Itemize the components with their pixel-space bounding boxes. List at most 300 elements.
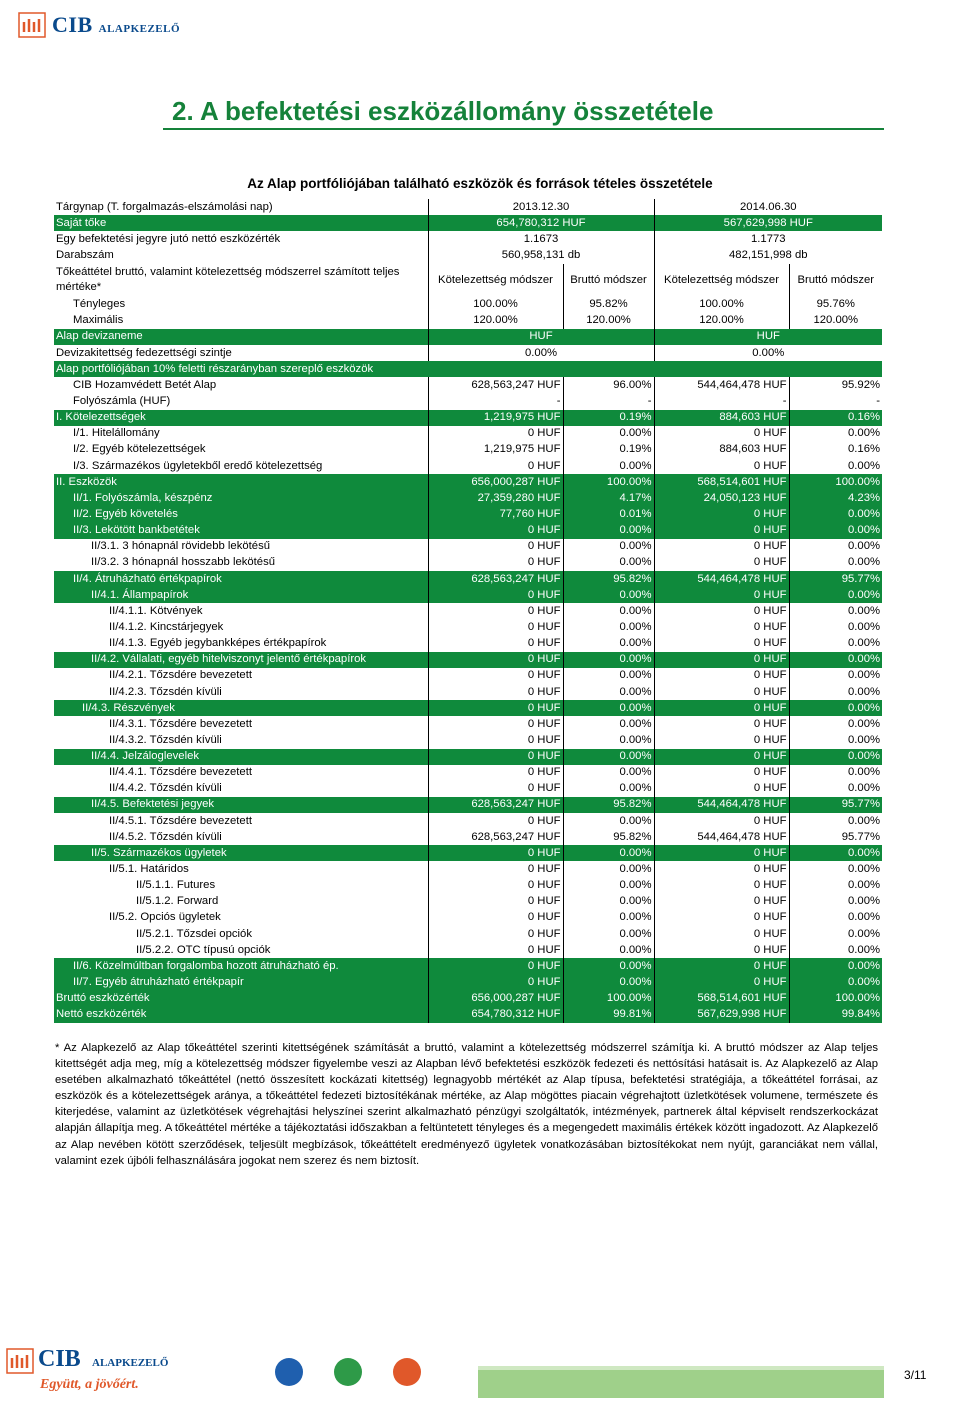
cell-c1: 0 HUF — [428, 539, 563, 555]
cell-c3: 0 HUF — [654, 958, 789, 974]
row-label: II/4.5.1. Tőzsdére bevezetett — [109, 814, 252, 827]
row-label: II/4.2.3. Tőzsdén kívüli — [109, 685, 222, 698]
cell-c4: 120.00% — [789, 313, 882, 329]
value-2013: 560,958,131 db — [428, 247, 654, 263]
cell-c2: 0.00% — [563, 603, 654, 619]
table-row — [54, 668, 882, 684]
header-logo-sub: ALAPKEZELŐ — [98, 22, 181, 35]
cell-c4: 95.77% — [789, 829, 882, 845]
cell-c3: 567,629,998 HUF — [654, 1007, 789, 1023]
cell-c4: 0.00% — [789, 781, 882, 797]
cell-c3: 0 HUF — [654, 684, 789, 700]
table-row — [54, 215, 882, 231]
table-row — [54, 377, 882, 393]
cell-c1: 1,219,975 HUF — [428, 410, 563, 426]
cell-c4: 0.00% — [789, 652, 882, 668]
cell-c2: 0.00% — [563, 668, 654, 684]
footer-logo-icon — [6, 1348, 34, 1374]
cell-c2: - — [563, 393, 654, 409]
value-2013: 654,780,312 HUF — [428, 215, 654, 231]
footer-slogan: Együtt, a jövőért. — [40, 1377, 139, 1392]
cell-c2: 0.00% — [563, 587, 654, 603]
table-row — [54, 571, 882, 587]
cib-logo-icon — [18, 12, 46, 38]
cell-c1: 27,359,280 HUF — [428, 490, 563, 506]
cell-c1: - — [428, 393, 563, 409]
cell-c2: 0.00% — [563, 878, 654, 894]
row-label: II/2. Egyéb követelés — [54, 506, 428, 522]
row-label: II/3.2. 3 hónapnál hosszabb lekötésű — [91, 556, 276, 569]
cell-c2: 95.82% — [563, 297, 654, 313]
row-label: II/4.3. Részvények — [54, 700, 428, 716]
cell-c2: 4.17% — [563, 490, 654, 506]
cell-c4: 0.16% — [789, 442, 882, 458]
row-label: Saját tőke — [54, 215, 428, 231]
cell-c1: 0 HUF — [428, 749, 563, 765]
cell-c1: 120.00% — [428, 313, 563, 329]
cell-c2: 0.00% — [563, 749, 654, 765]
cell-c2: 95.82% — [563, 571, 654, 587]
table-subtitle: Az Alap portfóliójában található eszközök és források tételes összetétele — [247, 176, 713, 191]
cell-c2: 100.00% — [563, 474, 654, 490]
green-dot-icon — [334, 1358, 362, 1386]
cell-c2: 0.00% — [563, 458, 654, 474]
row-label: I/3. Származékos ügyletekből eredő kötelezettség — [73, 459, 323, 472]
cell-c1: 0 HUF — [428, 974, 563, 990]
row-label: II/5.2. Opciós ügyletek — [109, 911, 221, 924]
row-label: I/2. Egyéb kötelezettségek — [73, 443, 206, 456]
cell-c1: 0 HUF — [428, 555, 563, 571]
cell-c1: 0 HUF — [428, 926, 563, 942]
title-rule — [163, 128, 884, 130]
cell-c1: 0 HUF — [428, 458, 563, 474]
cell-c2: 0.01% — [563, 506, 654, 522]
cell-c1: 0 HUF — [428, 619, 563, 635]
cell-c2: 0.00% — [563, 732, 654, 748]
cell-c4: 95.77% — [789, 571, 882, 587]
cell-c3: 0 HUF — [654, 426, 789, 442]
page-footer — [0, 1340, 960, 1403]
cell-c2: 0.00% — [563, 861, 654, 877]
cell-c4: 0.00% — [789, 813, 882, 829]
row-label: Darabszám — [56, 248, 114, 261]
cell-c3: 0 HUF — [654, 845, 789, 861]
cell-c3: 0 HUF — [654, 926, 789, 942]
cell-c2: 0.19% — [563, 442, 654, 458]
cell-c4: 0.00% — [789, 845, 882, 861]
cell-c3: 120.00% — [654, 313, 789, 329]
header-logo-text: CIB — [52, 12, 93, 37]
row-label: II/4.2. Vállalati, egyéb hitelviszonyt jelentő értékpapírok — [54, 652, 428, 668]
cell-c1: 0 HUF — [428, 652, 563, 668]
cell-c4: 0.00% — [789, 636, 882, 652]
table-row — [54, 845, 882, 861]
row-label: II/4.1. Állampapírok — [54, 587, 428, 603]
table-row — [54, 829, 882, 845]
cell-c1: 0 HUF — [428, 910, 563, 926]
cell-c2: 0.00% — [563, 700, 654, 716]
row-label: Devizakitettség fedezettségi szintje — [56, 346, 232, 359]
table-row — [54, 878, 882, 894]
cell-c1: 0 HUF — [428, 781, 563, 797]
cell-c3: 568,514,601 HUF — [654, 991, 789, 1007]
row-label: II/5.2.2. OTC típusú opciók — [136, 943, 271, 956]
table-row — [54, 247, 882, 263]
table-row — [54, 1007, 882, 1023]
value-2014: 1.1773 — [654, 231, 882, 247]
page-number: 3/11 — [904, 1368, 927, 1382]
table-row — [54, 781, 882, 797]
row-label: II/3. Lekötött bankbetétek — [54, 523, 428, 539]
table-row — [54, 958, 882, 974]
table-row — [54, 716, 882, 732]
table-row — [54, 426, 882, 442]
cell-c3: 0 HUF — [654, 668, 789, 684]
table-row — [54, 297, 882, 313]
table-row — [54, 329, 882, 345]
row-label: II/4.3.1. Tőzsdére bevezetett — [109, 717, 252, 730]
cell-c4: 0.00% — [789, 700, 882, 716]
value-2013: 0.00% — [428, 345, 654, 361]
value-2013: HUF — [428, 329, 654, 345]
cell-c4: 100.00% — [789, 991, 882, 1007]
cell-c4: 0.00% — [789, 894, 882, 910]
cell-c4: 0.00% — [789, 426, 882, 442]
table-row — [54, 749, 882, 765]
table-row — [54, 523, 882, 539]
cell-c4: 0.00% — [789, 942, 882, 958]
cell-c1: 628,563,247 HUF — [428, 571, 563, 587]
cell-c1: 100.00% — [428, 297, 563, 313]
header-logo — [18, 8, 180, 42]
cell-c4: - — [789, 393, 882, 409]
cell-c3: 0 HUF — [654, 749, 789, 765]
cell-c4: 95.92% — [789, 377, 882, 393]
cell-c2: 0.00% — [563, 813, 654, 829]
row-label: Alap portfóliójában 10% feletti részarányban szereplő eszközök — [54, 361, 882, 377]
cell-c3: 0 HUF — [654, 878, 789, 894]
value-2014: 482,151,998 db — [654, 247, 882, 263]
cell-c2: 0.00% — [563, 974, 654, 990]
cell-c1: 0 HUF — [428, 813, 563, 829]
cell-c3: 0 HUF — [654, 910, 789, 926]
table-row — [54, 797, 882, 813]
cell-c4: 0.00% — [789, 684, 882, 700]
cell-c4: 95.77% — [789, 797, 882, 813]
table-row — [54, 619, 882, 635]
orange-dot-icon — [393, 1358, 421, 1386]
row-label: II/6. Közelmúltban forgalomba hozott átruházható ép. — [54, 958, 428, 974]
cell-c3: 0 HUF — [654, 974, 789, 990]
cell-c4: 0.00% — [789, 749, 882, 765]
value-2014: 2014.06.30 — [654, 199, 882, 215]
row-label: I/1. Hitelállomány — [73, 427, 160, 440]
page-title: 2. A befektetési eszközállomány összetétele — [172, 96, 714, 126]
cell-c3: Kötelezettség módszer — [654, 264, 789, 297]
cell-c3: 0 HUF — [654, 506, 789, 522]
row-label: II/5. Származékos ügyletek — [54, 845, 428, 861]
footer-logo-sub: ALAPKEZELŐ — [92, 1357, 169, 1369]
row-label: II/4. Átruházható értékpapírok — [54, 571, 428, 587]
value-2013: 1.1673 — [428, 231, 654, 247]
cell-c3: 0 HUF — [654, 765, 789, 781]
portfolio-table — [54, 199, 882, 1023]
cell-c3: 0 HUF — [654, 700, 789, 716]
cell-c1: 0 HUF — [428, 426, 563, 442]
row-label: Bruttó eszközérték — [54, 991, 428, 1007]
row-label: II/4.1.2. Kincstárjegyek — [109, 620, 224, 633]
cell-c2: 100.00% — [563, 991, 654, 1007]
cell-c1: 0 HUF — [428, 861, 563, 877]
table-row — [54, 636, 882, 652]
row-label: II/5.1.2. Forward — [136, 895, 219, 908]
table-row — [54, 587, 882, 603]
cell-c1: 0 HUF — [428, 587, 563, 603]
cell-c3: 24,050,123 HUF — [654, 490, 789, 506]
row-label: Tárgynap (T. forgalmazás-elszámolási nap) — [56, 200, 273, 213]
table-row — [54, 410, 882, 426]
cell-c2: 0.00% — [563, 684, 654, 700]
cell-c4: 99.84% — [789, 1007, 882, 1023]
table-row — [54, 926, 882, 942]
cell-c1: 0 HUF — [428, 668, 563, 684]
cell-c3: 544,464,478 HUF — [654, 797, 789, 813]
table-row — [54, 910, 882, 926]
cell-c2: 0.00% — [563, 716, 654, 732]
cell-c1: Kötelezettség módszer — [428, 264, 563, 297]
row-label: II/3.1. 3 hónapnál rövidebb lekötésű — [91, 540, 270, 553]
footer-logo-text: CIB — [38, 1346, 81, 1372]
cell-c1: 1,219,975 HUF — [428, 442, 563, 458]
cell-c1: 0 HUF — [428, 523, 563, 539]
cell-c1: 654,780,312 HUF — [428, 1007, 563, 1023]
cell-c3: 0 HUF — [654, 603, 789, 619]
table-row — [54, 442, 882, 458]
cell-c3: 0 HUF — [654, 555, 789, 571]
cell-c3: 0 HUF — [654, 652, 789, 668]
cell-c1: 0 HUF — [428, 636, 563, 652]
value-2014: 0.00% — [654, 345, 882, 361]
row-label: II/4.4.2. Tőzsdén kívüli — [109, 782, 222, 795]
cell-c4: 0.00% — [789, 910, 882, 926]
cell-c2: 0.00% — [563, 523, 654, 539]
table-row — [54, 765, 882, 781]
cell-c4: 0.00% — [789, 523, 882, 539]
cell-c2: 95.82% — [563, 797, 654, 813]
row-label: II/4.4.1. Tőzsdére bevezetett — [109, 766, 252, 779]
table-row — [54, 264, 882, 297]
cell-c3: 0 HUF — [654, 539, 789, 555]
cell-c3: 0 HUF — [654, 523, 789, 539]
row-label: CIB Hozamvédett Betét Alap — [73, 378, 217, 391]
cell-c2: 0.00% — [563, 636, 654, 652]
row-label: II. Eszközök — [54, 474, 428, 490]
table-row — [54, 700, 882, 716]
cell-c1: 628,563,247 HUF — [428, 797, 563, 813]
cell-c3: 544,464,478 HUF — [654, 571, 789, 587]
cell-c4: 0.00% — [789, 861, 882, 877]
table-row — [54, 813, 882, 829]
cell-c4: 0.00% — [789, 458, 882, 474]
cell-c2: 0.00% — [563, 845, 654, 861]
row-label: Egy befektetési jegyre jutó nettó eszközérték — [56, 232, 281, 245]
cell-c4: 4.23% — [789, 490, 882, 506]
row-label: II/4.4. Jelzáloglevelek — [54, 749, 428, 765]
cell-c3: - — [654, 393, 789, 409]
table-row — [54, 603, 882, 619]
table-row — [54, 555, 882, 571]
cell-c1: 0 HUF — [428, 958, 563, 974]
cell-c4: 0.00% — [789, 974, 882, 990]
cell-c4: 0.16% — [789, 410, 882, 426]
cell-c2: 96.00% — [563, 377, 654, 393]
cell-c2: 0.00% — [563, 555, 654, 571]
cell-c3: 0 HUF — [654, 861, 789, 877]
table-row — [54, 861, 882, 877]
cell-c3: 100.00% — [654, 297, 789, 313]
row-label: II/5.1. Határidos — [109, 863, 189, 876]
table-row — [54, 490, 882, 506]
row-label: II/4.5.2. Tőzsdén kívüli — [109, 830, 222, 843]
cell-c2: 0.00% — [563, 781, 654, 797]
row-label: II/4.2.1. Tőzsdére bevezetett — [109, 669, 252, 682]
cell-c3: 0 HUF — [654, 587, 789, 603]
blue-dot-icon — [275, 1358, 303, 1386]
cell-c3: 0 HUF — [654, 619, 789, 635]
cell-c4: 0.00% — [789, 539, 882, 555]
row-label: Alap devizaneme — [54, 329, 428, 345]
row-label: Nettó eszközérték — [54, 1007, 428, 1023]
table-row — [54, 458, 882, 474]
cell-c3: 544,464,478 HUF — [654, 377, 789, 393]
cell-c3: 0 HUF — [654, 716, 789, 732]
cell-c3: 0 HUF — [654, 458, 789, 474]
cell-c2: 120.00% — [563, 313, 654, 329]
cell-c2: 0.00% — [563, 910, 654, 926]
cell-c4: 0.00% — [789, 926, 882, 942]
cell-c2: 0.19% — [563, 410, 654, 426]
table-row — [54, 361, 882, 377]
row-label: II/4.3.2. Tőzsdén kívüli — [109, 733, 222, 746]
row-label: II/5.2.1. Tőzsdei opciók — [136, 927, 252, 940]
cell-c2: 95.82% — [563, 829, 654, 845]
cell-c3: 0 HUF — [654, 781, 789, 797]
row-label: Folyószámla (HUF) — [73, 394, 171, 407]
cell-c4: 0.00% — [789, 732, 882, 748]
cell-c3: 568,514,601 HUF — [654, 474, 789, 490]
cell-c2: 0.00% — [563, 619, 654, 635]
cell-c2: 0.00% — [563, 894, 654, 910]
cell-c1: 656,000,287 HUF — [428, 991, 563, 1007]
cell-c1: 0 HUF — [428, 684, 563, 700]
cell-c3: 884,603 HUF — [654, 410, 789, 426]
cell-c2: 0.00% — [563, 958, 654, 974]
table-row — [54, 894, 882, 910]
cell-c1: 0 HUF — [428, 878, 563, 894]
table-row — [54, 393, 882, 409]
cell-c2: 0.00% — [563, 426, 654, 442]
table-row — [54, 231, 882, 247]
table-row — [54, 539, 882, 555]
table-row — [54, 345, 882, 361]
table-row — [54, 313, 882, 329]
table-row — [54, 506, 882, 522]
cell-c3: 544,464,478 HUF — [654, 829, 789, 845]
cell-c1: 0 HUF — [428, 700, 563, 716]
cell-c1: 656,000,287 HUF — [428, 474, 563, 490]
table-row — [54, 732, 882, 748]
cell-c3: 0 HUF — [654, 894, 789, 910]
cell-c2: 0.00% — [563, 926, 654, 942]
cell-c3: 0 HUF — [654, 942, 789, 958]
table-row — [54, 652, 882, 668]
value-2014: HUF — [654, 329, 882, 345]
table-row — [54, 474, 882, 490]
cell-c1: 0 HUF — [428, 765, 563, 781]
cell-c4: 0.00% — [789, 878, 882, 894]
table-row — [54, 974, 882, 990]
row-label: Tőkeáttétel bruttó, valamint kötelezettség módszerrel számított teljes mértéke* — [56, 266, 400, 294]
cell-c4: 0.00% — [789, 958, 882, 974]
table-row — [54, 199, 882, 215]
cell-c3: 0 HUF — [654, 813, 789, 829]
row-label: II/5.1.1. Futures — [136, 879, 216, 892]
cell-c2: Bruttó módszer — [563, 264, 654, 297]
cell-c4: Bruttó módszer — [789, 264, 882, 297]
cell-c1: 628,563,247 HUF — [428, 829, 563, 845]
cell-c3: 0 HUF — [654, 636, 789, 652]
cell-c4: 0.00% — [789, 587, 882, 603]
cell-c1: 0 HUF — [428, 942, 563, 958]
cell-c1: 0 HUF — [428, 716, 563, 732]
cell-c1: 628,563,247 HUF — [428, 377, 563, 393]
cell-c4: 100.00% — [789, 474, 882, 490]
cell-c2: 0.00% — [563, 765, 654, 781]
value-2014: 567,629,998 HUF — [654, 215, 882, 231]
cell-c2: 0.00% — [563, 942, 654, 958]
row-label: II/1. Folyószámla, készpénz — [54, 490, 428, 506]
row-label: Tényleges — [73, 298, 126, 311]
cell-c4: 0.00% — [789, 619, 882, 635]
cell-c2: 0.00% — [563, 652, 654, 668]
cell-c1: 77,760 HUF — [428, 506, 563, 522]
cell-c1: 0 HUF — [428, 894, 563, 910]
cell-c4: 0.00% — [789, 603, 882, 619]
cell-c4: 0.00% — [789, 668, 882, 684]
value-2013: 2013.12.30 — [428, 199, 654, 215]
cell-c4: 0.00% — [789, 716, 882, 732]
cell-c4: 0.00% — [789, 765, 882, 781]
row-label: II/4.1.1. Kötvények — [109, 604, 203, 617]
row-label: I. Kötelezettségek — [54, 410, 428, 426]
cell-c3: 884,603 HUF — [654, 442, 789, 458]
cell-c4: 0.00% — [789, 506, 882, 522]
cell-c2: 0.00% — [563, 539, 654, 555]
footnote: * Az Alapkezelő az Alap tőkeáttétel szerinti kitettségének számítását a bruttó, valamint a kötelezettség módszerrel számítja ki. A bruttó módszer az Alap teljes kitettségét adja meg, míg a kötelezettség módszer figyelembe veszi az Alapban lévő befektetési eszközök fedezeti és nettósítási hatásait is. Az Alapkezelő az Alap esetében alkalmazható tőkeáttétel (nettó összesített kockázati kitettség) legnagyobb mértékét az Alap típusa, befektetési stratégiája, a tőkeáttétel forrásai, az eszközök és a kötelezettségek aránya, a tőkeáttétel fedezeti biztosítékának mértéke, az Alap mögöttes piacain végrehajtott üzletkötések volumene, természete és kiterjedése, valamint az üzletkötések végrehajtási helyszínei szerint alkalmazható pénzügyi szolgáltatók, intézmények, partnerek által képviselt rendszerkockázat alapján állapítja meg. A tőkeáttétel mértéke a tájékoztatási időszakban a feltüntetett tényleges és a megengedett maximális értékek között ingadozott. Az Alapkezelő az Alap nevében kötött szerződések, teljesült megbízások, tőkeáttételt eredményező ügyletek vonatkozásában biztosítékokat nem nyújt, garanciákat nem vállal, valamint ezek újbóli felhasználására jogokat nem szerez és nem biztosít. — [55, 1042, 878, 1167]
row-label: II/4.1.3. Egyéb jegybankképes értékpapírok — [109, 637, 327, 650]
table-row — [54, 991, 882, 1007]
cell-c2: 99.81% — [563, 1007, 654, 1023]
cell-c1: 0 HUF — [428, 845, 563, 861]
cell-c3: 0 HUF — [654, 732, 789, 748]
cell-c4: 95.76% — [789, 297, 882, 313]
row-label: Maximális — [73, 314, 124, 327]
table-row — [54, 684, 882, 700]
table-row — [54, 942, 882, 958]
cell-c1: 0 HUF — [428, 732, 563, 748]
row-label: II/7. Egyéb átruházható értékpapír — [54, 974, 428, 990]
cell-c4: 0.00% — [789, 555, 882, 571]
